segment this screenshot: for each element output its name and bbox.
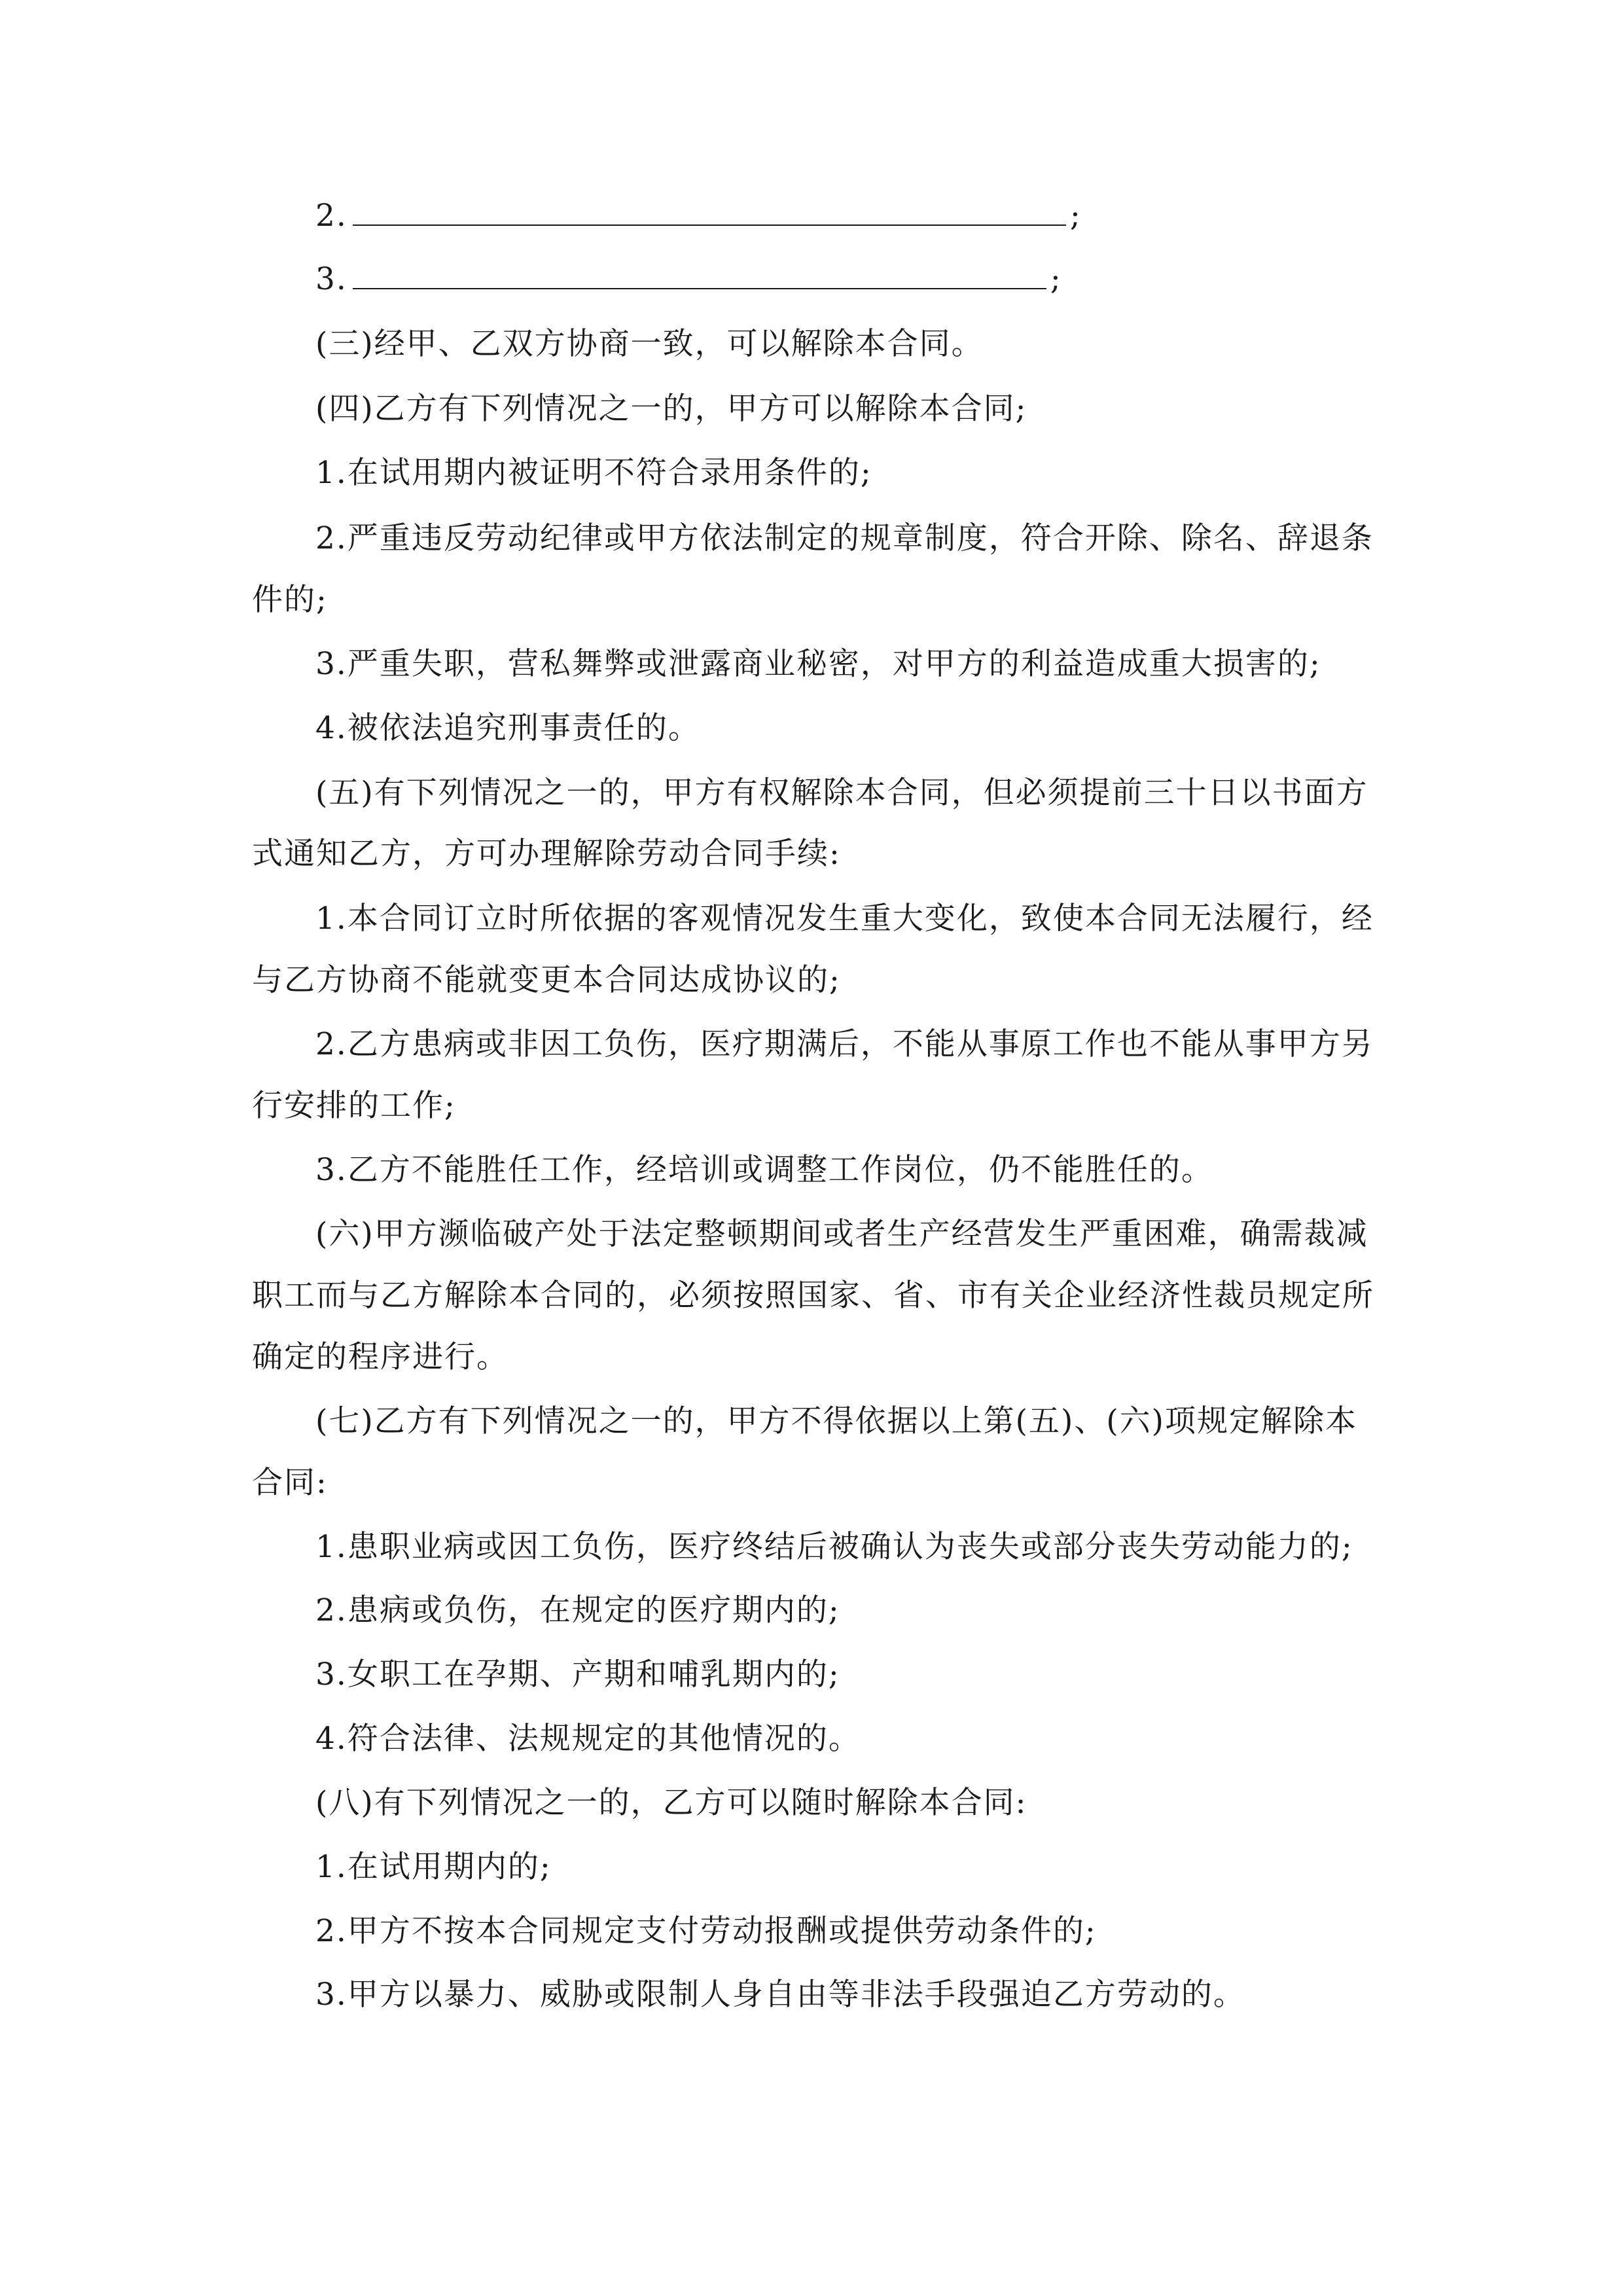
clause-8-item-2: 2.甲方不按本合同规定支付劳动报酬或提供劳动条件的; xyxy=(315,1913,1097,1949)
clause-8-item-1: 1.在试用期内的; xyxy=(315,1849,552,1885)
fill-item-end: ; xyxy=(1069,198,1082,234)
clause-7-item-4: 4.符合法律、法规规定的其他情况的。 xyxy=(315,1721,861,1757)
clause-4-item-3: 3.严重失职，营私舞弊或泄露商业秘密，对甲方的利益造成重大损害的; xyxy=(315,646,1321,682)
fill-item-number: 2. xyxy=(315,198,348,234)
clause-7-item-1: 1.患职业病或因工负伤，医疗终结后被确认为丧失或部分丧失劳动能力的; xyxy=(315,1529,1353,1565)
fill-item-number: 3. xyxy=(315,261,348,297)
clause-4-item-4: 4.被依法追究刑事责任的。 xyxy=(315,710,700,746)
clause-5-item-3: 3.乙方不能胜任工作，经培训或调整工作岗位，仍不能胜任的。 xyxy=(315,1152,1213,1188)
clause-6-heading: (六)甲方濒临破产处于法定整顿期间或者生产经营发生严重困难，确需裁减 xyxy=(315,1216,1368,1252)
clause-5-item-2-cont: 行安排的工作; xyxy=(252,1088,456,1124)
fill-item-2 xyxy=(315,196,1082,236)
clause-7-heading-cont: 合同: xyxy=(252,1465,328,1501)
clause-7-item-2: 2.患病或负伤，在规定的医疗期内的; xyxy=(315,1592,840,1628)
fill-item-end: ; xyxy=(1050,261,1062,297)
clause-4-heading: (四)乙方有下列情况之一的，甲方可以解除本合同; xyxy=(315,391,1027,427)
blank-underline[interactable] xyxy=(353,262,1046,289)
clause-5-item-2: 2.乙方患病或非因工负伤，医疗期满后，不能从事原工作也不能从事甲方另 xyxy=(315,1026,1374,1062)
clause-7-heading: (七)乙方有下列情况之一的，甲方不得依据以上第(五)、(六)项规定解除本 xyxy=(315,1403,1358,1439)
clause-6-cont-1: 职工而与乙方解除本合同的，必须按照国家、省、市有关企业经济性裁员规定所 xyxy=(252,1278,1374,1314)
blank-underline[interactable] xyxy=(353,198,1066,226)
clause-8-item-3: 3.甲方以暴力、威胁或限制人身自由等非法手段强迫乙方劳动的。 xyxy=(315,1977,1245,2013)
clause-4-item-1: 1.在试用期内被证明不符合录用条件的; xyxy=(315,455,872,491)
clause-5-item-1: 1.本合同订立时所依据的客观情况发生重大变化，致使本合同无法履行，经 xyxy=(315,901,1374,937)
fill-item-3 xyxy=(315,260,1062,299)
clause-8-heading: (八)有下列情况之一的，乙方可以随时解除本合同: xyxy=(315,1785,1027,1821)
clause-5-heading: (五)有下列情况之一的，甲方有权解除本合同，但必须提前三十日以书面方 xyxy=(315,775,1368,811)
clause-5-heading-cont: 式通知乙方，方可办理解除劳动合同手续: xyxy=(252,836,841,872)
clause-6-cont-2: 确定的程序进行。 xyxy=(252,1339,508,1375)
clause-4-item-2: 2.严重违反劳动纪律或甲方依法制定的规章制度，符合开除、除名、辞退条 xyxy=(315,520,1374,556)
clause-4-item-2-cont: 件的; xyxy=(252,582,328,618)
clause-3: (三)经甲、乙双方协商一致，可以解除本合同。 xyxy=(315,326,984,362)
clause-5-item-1-cont: 与乙方协商不能就变更本合同达成协议的; xyxy=(252,962,841,998)
clause-7-item-3: 3.女职工在孕期、产期和哺乳期内的; xyxy=(315,1657,840,1693)
